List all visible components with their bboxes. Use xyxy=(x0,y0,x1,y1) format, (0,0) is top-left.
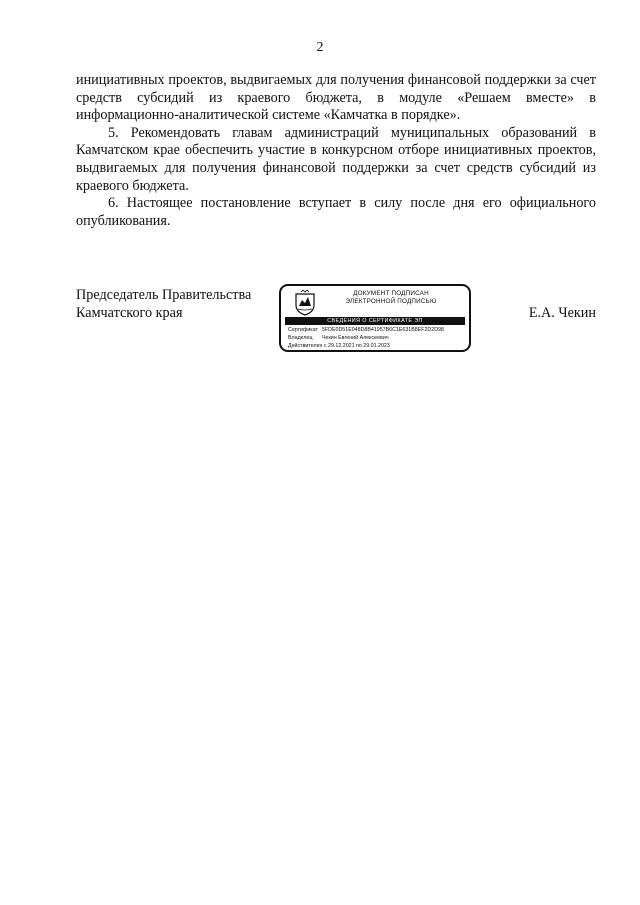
stamp-owner-label: Владелец xyxy=(288,335,313,341)
stamp-certificate-bar: СВЕДЕНИЯ О СЕРТИФИКАТЕ ЭП xyxy=(285,317,465,325)
stamp-owner-line xyxy=(288,335,389,342)
stamp-heading-line2: ЭЛЕКТРОННОЙ ПОДПИСЬЮ xyxy=(345,298,437,305)
signer-title xyxy=(76,287,251,322)
stamp-owner-value: Чекин Евгений Алексеевич xyxy=(322,335,389,341)
signer-title-line2: Камчатского края xyxy=(76,304,183,321)
paragraph-item-6: 6. Настоящее постановление вступает в силу после дня его официального опубликования. xyxy=(76,195,596,229)
signer-name: Е.А. Чекин xyxy=(528,305,596,321)
stamp-heading-line1: ДОКУМЕНТ ПОДПИСАН xyxy=(353,290,429,297)
stamp-certificate-label: Сертификат xyxy=(288,327,318,333)
stamp-certificate-value: 5FDE0D51E048D8B41957B6C1E631B8EF2D2D98 xyxy=(322,327,444,333)
stamp-certificate-line xyxy=(288,327,444,334)
page-number: 2 xyxy=(316,40,324,55)
body-text xyxy=(76,72,596,230)
coat-of-arms-emblem xyxy=(294,290,316,316)
signer-title-line1: Председатель Правительства xyxy=(76,287,252,303)
stamp-heading xyxy=(323,290,459,306)
paragraph-continuation: инициативных проектов, выдвигаемых для получения финансовой поддержки за счет средств субсидий из краевого бюджета, в модуле «Решаем вместе» в информационно-аналитической системе «Камчатка в порядке». xyxy=(76,72,596,124)
paragraph-item-5: 5. Рекомендовать главам администраций муниципальных образований в Камчатском крае обеспечить участие в конкурсном отборе инициативных проектов, выдвигаемых для получения финансовой поддержки за счет средств субсидий из краевого бюджета. xyxy=(76,124,596,194)
electronic-signature-stamp xyxy=(279,284,471,352)
stamp-validity-line: Действителен с 29.12.2021 по 29.01.2023 xyxy=(288,343,390,349)
